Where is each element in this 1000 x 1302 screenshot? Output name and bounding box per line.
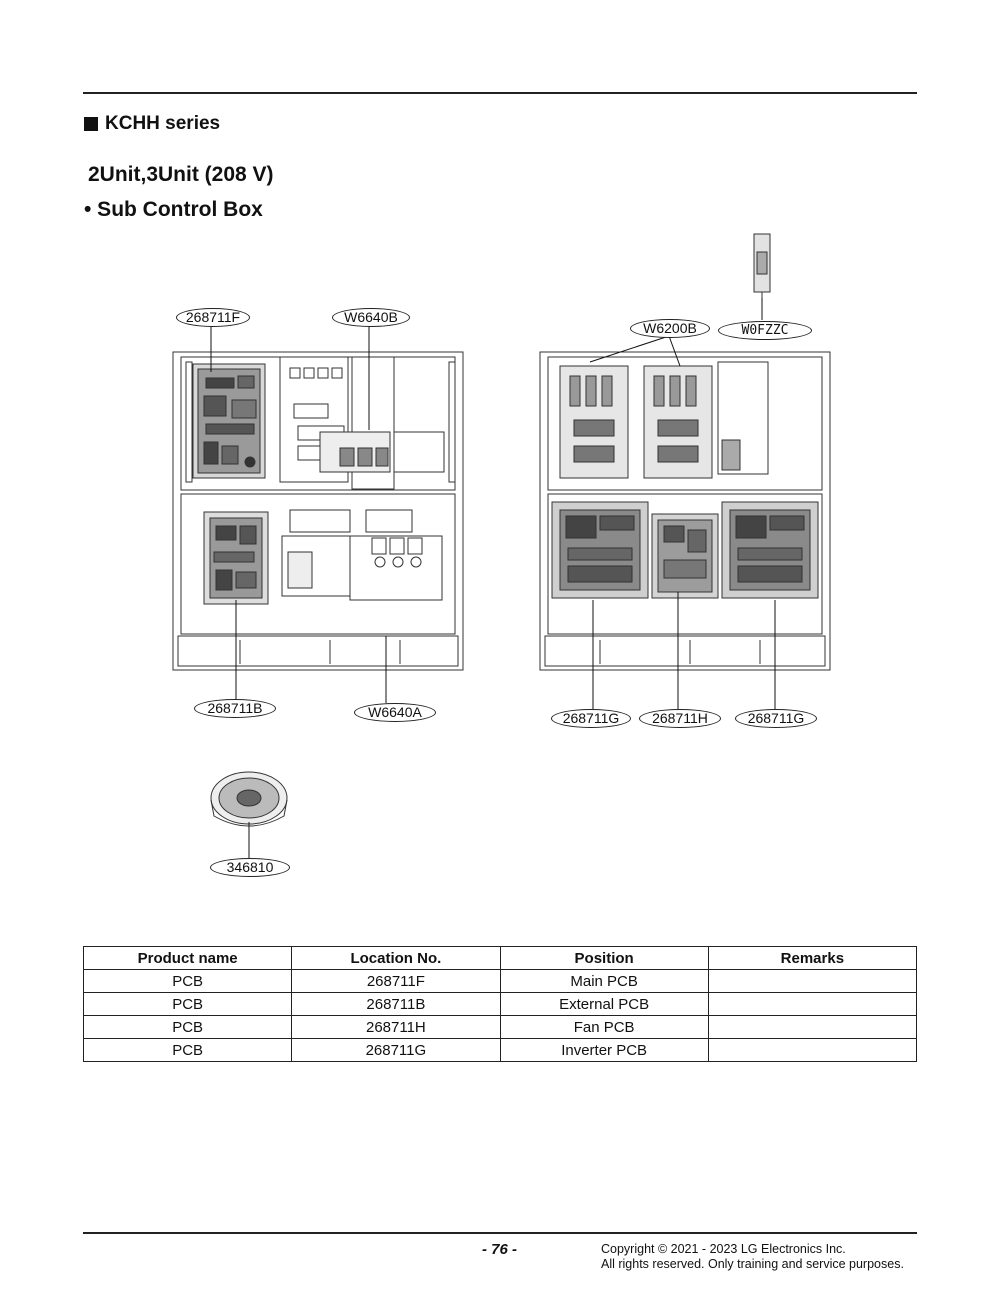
table-header-row (84, 947, 917, 970)
model-heading: 2Unit,3Unit (208 V) (88, 163, 274, 186)
col-remarks: Remarks (708, 947, 916, 970)
col-location-no: Location No. (292, 947, 500, 970)
main-pcb-drawing (193, 364, 265, 478)
cell-remarks (708, 1016, 916, 1039)
cell-location: 268711H (292, 1016, 500, 1039)
cell-location: 268711F (292, 970, 500, 993)
col-product-name: Product name (84, 947, 292, 970)
cell-position: Main PCB (500, 970, 708, 993)
cell-remarks (708, 1039, 916, 1062)
col-position: Position (500, 947, 708, 970)
callout-268711F: 268711F (176, 308, 250, 327)
rights-line: All rights reserved. Only training and service purposes. (601, 1257, 904, 1271)
callout-346810: 346810 (210, 858, 290, 877)
noise-filter-drawing (560, 362, 768, 478)
callout-268711H: 268711H (639, 709, 721, 728)
table-row (84, 970, 917, 993)
cell-position: Inverter PCB (500, 1039, 708, 1062)
callout-W6640A: W6640A (354, 703, 436, 722)
table-row (84, 1039, 917, 1062)
parts-table (83, 946, 917, 1062)
copyright-notice (601, 1242, 904, 1272)
cell-remarks (708, 970, 916, 993)
callout-268711B: 268711B (194, 699, 276, 718)
table-row (84, 1016, 917, 1039)
cell-location: 268711B (292, 993, 500, 1016)
cell-product: PCB (84, 993, 292, 1016)
cell-product: PCB (84, 970, 292, 993)
page-number: - 76 - (482, 1241, 518, 1258)
box-heading: • Sub Control Box (84, 198, 263, 221)
callout-268711G-left: 268711G (551, 709, 631, 728)
cell-product: PCB (84, 1016, 292, 1039)
cell-remarks (708, 993, 916, 1016)
cell-product: PCB (84, 1039, 292, 1062)
cell-position: External PCB (500, 993, 708, 1016)
callout-W6200B: W6200B (630, 319, 710, 338)
fan-motor-drawing (211, 772, 287, 826)
callout-268711G-right: 268711G (735, 709, 817, 728)
cell-location: 268711G (292, 1039, 500, 1062)
fuse-drawing (754, 234, 770, 298)
relay-module-drawing (280, 357, 444, 489)
table-row (84, 993, 917, 1016)
callout-W6640B: W6640B (332, 308, 410, 327)
contactor-drawing (282, 510, 442, 600)
external-pcb-drawing (204, 512, 268, 604)
cell-position: Fan PCB (500, 1016, 708, 1039)
copyright-line: Copyright © 2021 - 2023 LG Electronics Inc. (601, 1242, 846, 1256)
fan-pcb-drawing (652, 514, 718, 598)
footer-rule (83, 1232, 917, 1234)
callout-W0FZZC: W0FZZC (718, 321, 812, 340)
section-title-text: KCHH series (105, 113, 221, 134)
